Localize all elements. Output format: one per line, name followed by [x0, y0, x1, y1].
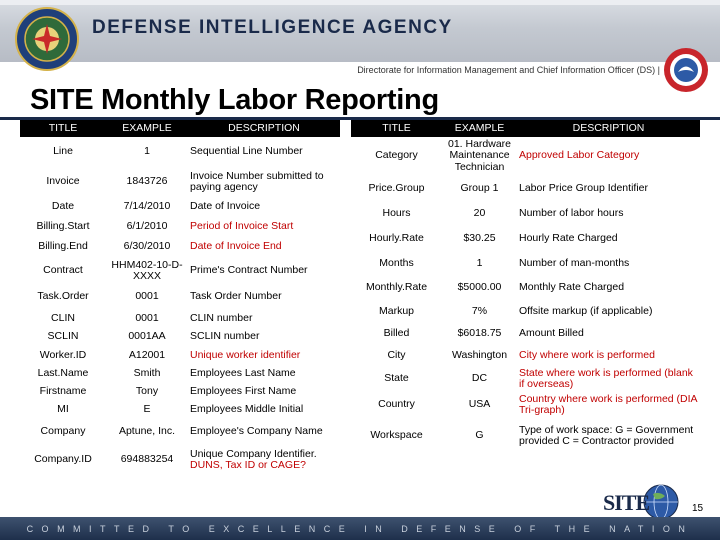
- description-text: Labor Price Group Identifier: [519, 182, 648, 195]
- description-text: Employee's Company Name: [190, 424, 323, 437]
- field-title: Worker.ID: [39, 348, 87, 361]
- field-example: 0001: [135, 311, 159, 324]
- table-row: [351, 418, 700, 454]
- field-title: Billed: [383, 327, 410, 340]
- field-description: [188, 285, 340, 309]
- directorate-line: Directorate for Information Management and Chief Information Officer (DS) |: [357, 65, 660, 75]
- field-description: [188, 167, 340, 197]
- field-example: 6/1/2010: [126, 219, 168, 232]
- field-title: Date: [51, 199, 75, 212]
- page-number: 15: [692, 503, 704, 514]
- field-description: [517, 274, 700, 302]
- field-example: 1: [144, 145, 150, 158]
- description-text: Date of Invoice End: [190, 240, 282, 253]
- table-row: [20, 365, 340, 383]
- field-description: [517, 322, 700, 346]
- field-description: [517, 392, 700, 418]
- field-title: Line: [53, 145, 73, 158]
- field-description: [188, 257, 340, 285]
- field-example: Washington: [451, 349, 508, 362]
- cio-seal-icon: [663, 47, 709, 93]
- description-text: City where work is performed: [519, 349, 655, 362]
- left-field-table: [20, 120, 340, 476]
- field-description: [517, 254, 700, 274]
- table-row: [20, 328, 340, 346]
- field-example: Smith: [133, 367, 161, 380]
- field-title: Firstname: [39, 385, 87, 398]
- field-example: $30.25: [463, 232, 496, 245]
- table-row: [20, 444, 340, 476]
- column-header-title: TITLE: [20, 120, 106, 137]
- field-example: Group 1: [460, 182, 499, 195]
- field-description: [188, 328, 340, 346]
- field-title: State: [384, 372, 409, 385]
- field-example: 7%: [471, 305, 488, 318]
- table-row: [351, 274, 700, 302]
- field-title: SCLIN: [47, 330, 79, 343]
- field-title: CLIN: [51, 311, 75, 324]
- table-row: [351, 137, 700, 175]
- field-example: USA: [468, 398, 491, 411]
- field-title: MI: [57, 403, 69, 416]
- column-header-title: TITLE: [351, 120, 442, 137]
- field-example: $5000.00: [457, 281, 502, 294]
- description-text: SCLIN number: [190, 330, 260, 343]
- description-text: Number of man-months: [519, 257, 630, 270]
- description-text: Employees Middle Initial: [190, 403, 304, 416]
- table-row: [20, 137, 340, 167]
- table-row: [20, 419, 340, 444]
- field-title: Hours: [382, 206, 411, 219]
- field-description: [188, 401, 340, 419]
- page-title: SITE Monthly Labor Reporting: [30, 84, 439, 116]
- description-text: Sequential Line Number: [190, 145, 303, 158]
- table-row: [20, 401, 340, 419]
- field-description: [517, 137, 700, 175]
- field-description: [188, 197, 340, 216]
- table-row: [20, 346, 340, 365]
- description-text: Date of Invoice: [190, 199, 261, 212]
- description-text: State where work is performed (blank if overseas): [519, 366, 693, 390]
- table-row: [20, 216, 340, 237]
- site-logo-text: SITE: [603, 490, 650, 515]
- description-text: Unique worker identifier: [190, 348, 301, 361]
- dia-seal-icon: [14, 6, 80, 72]
- field-description: [188, 309, 340, 328]
- field-title: Hourly.Rate: [369, 232, 424, 245]
- field-example: 1843726: [126, 175, 168, 188]
- table-row: [20, 309, 340, 328]
- field-description: [517, 224, 700, 254]
- description-text: CLIN number: [190, 311, 253, 324]
- field-title: Months: [379, 257, 414, 270]
- table-row: [20, 197, 340, 216]
- table-row: [351, 175, 700, 203]
- description-note: DUNS, Tax ID or CAGE?: [190, 459, 306, 471]
- field-title: Workspace: [370, 429, 423, 442]
- field-description: [188, 137, 340, 167]
- field-example: HHM402-10-D-XXXX: [111, 258, 183, 282]
- field-description: [517, 175, 700, 203]
- field-description: [517, 203, 700, 224]
- field-description: [517, 418, 700, 454]
- right-field-table: [351, 120, 700, 454]
- description-text: Task Order Number: [190, 290, 282, 303]
- field-example: Tony: [135, 385, 159, 398]
- description-text: Employees Last Name: [190, 367, 296, 380]
- field-example: E: [143, 403, 151, 416]
- table-row: [351, 392, 700, 418]
- footer-motto: COMMITTED TO EXCELLENCE IN DEFENSE OF THE NATION: [26, 524, 694, 534]
- field-example: G: [475, 429, 484, 442]
- field-example: 0001AA: [128, 330, 166, 343]
- table-row: [351, 366, 700, 392]
- field-example: DC: [471, 372, 488, 385]
- field-title: Billing.End: [38, 240, 88, 253]
- field-description: [188, 419, 340, 444]
- field-title: Company: [40, 424, 86, 437]
- table-row: [20, 167, 340, 197]
- field-title: Monthly.Rate: [365, 281, 428, 294]
- field-title: Invoice: [46, 175, 80, 188]
- field-title: Price.Group: [368, 182, 425, 195]
- table-row: [351, 224, 700, 254]
- description-text: Number of labor hours: [519, 206, 624, 219]
- field-title: Category: [375, 149, 418, 162]
- column-header-description: DESCRIPTION: [188, 120, 340, 137]
- field-description: [517, 346, 700, 366]
- field-example: 7/14/2010: [123, 199, 171, 212]
- field-description: [517, 302, 700, 322]
- field-description: [188, 365, 340, 383]
- field-example: $6018.75: [457, 327, 502, 340]
- table-row: [351, 302, 700, 322]
- description-text: Employees First Name: [190, 385, 297, 398]
- field-description: [188, 444, 340, 476]
- field-title: Company.ID: [34, 453, 92, 466]
- table-row: [351, 346, 700, 366]
- table-row: [351, 322, 700, 346]
- field-example: 6/30/2010: [123, 240, 171, 253]
- description-text: Country where work is performed (DIA Tri-graph): [519, 392, 697, 416]
- table-row: [351, 203, 700, 224]
- table-row: [20, 257, 340, 285]
- description-text: Monthly Rate Charged: [519, 281, 625, 294]
- description-text: Period of Invoice Start: [190, 219, 294, 232]
- field-title: Billing.Start: [36, 219, 90, 232]
- column-header-example: EXAMPLE: [442, 120, 517, 137]
- table-header-row: [20, 120, 340, 137]
- description-text: Type of work space: G = Government provided C = Contractor provided: [519, 423, 694, 447]
- table-header-row: [351, 120, 700, 137]
- description-text: Prime's Contract Number: [190, 264, 308, 277]
- table-row: [20, 383, 340, 401]
- description-text: Hourly Rate Charged: [519, 232, 618, 245]
- field-description: [188, 383, 340, 401]
- field-description: [188, 346, 340, 365]
- field-example: 694883254: [120, 453, 174, 466]
- field-example: Aptune, Inc.: [118, 424, 176, 437]
- agency-name: DEFENSE INTELLIGENCE AGENCY: [92, 17, 453, 38]
- table-row: [20, 237, 340, 257]
- field-title: Country: [378, 398, 415, 411]
- field-example: A12001: [128, 348, 166, 361]
- description-text: Invoice Number submitted to paying agency: [190, 169, 324, 193]
- description-text: Amount Billed: [519, 327, 584, 340]
- field-description: [188, 237, 340, 257]
- table-row: [351, 254, 700, 274]
- field-title: Contract: [43, 264, 83, 277]
- field-title: Markup: [378, 305, 414, 318]
- field-example: 0001: [135, 290, 159, 303]
- field-title: Task.Order: [37, 290, 89, 303]
- field-title: City: [387, 349, 406, 362]
- column-header-description: DESCRIPTION: [517, 120, 700, 137]
- field-example: 20: [473, 206, 486, 219]
- description-text: Approved Labor Category: [519, 149, 640, 162]
- table-row: [20, 285, 340, 309]
- field-example: 01. Hardware Maintenance Technician: [447, 137, 512, 173]
- field-description: [517, 366, 700, 392]
- field-description: [188, 216, 340, 237]
- field-title: Last.Name: [37, 367, 89, 380]
- description-text: Unique Company Identifier.: [190, 447, 317, 460]
- column-header-example: EXAMPLE: [106, 120, 188, 137]
- description-text: Offsite markup (if applicable): [519, 305, 653, 318]
- field-example: 1: [476, 257, 483, 270]
